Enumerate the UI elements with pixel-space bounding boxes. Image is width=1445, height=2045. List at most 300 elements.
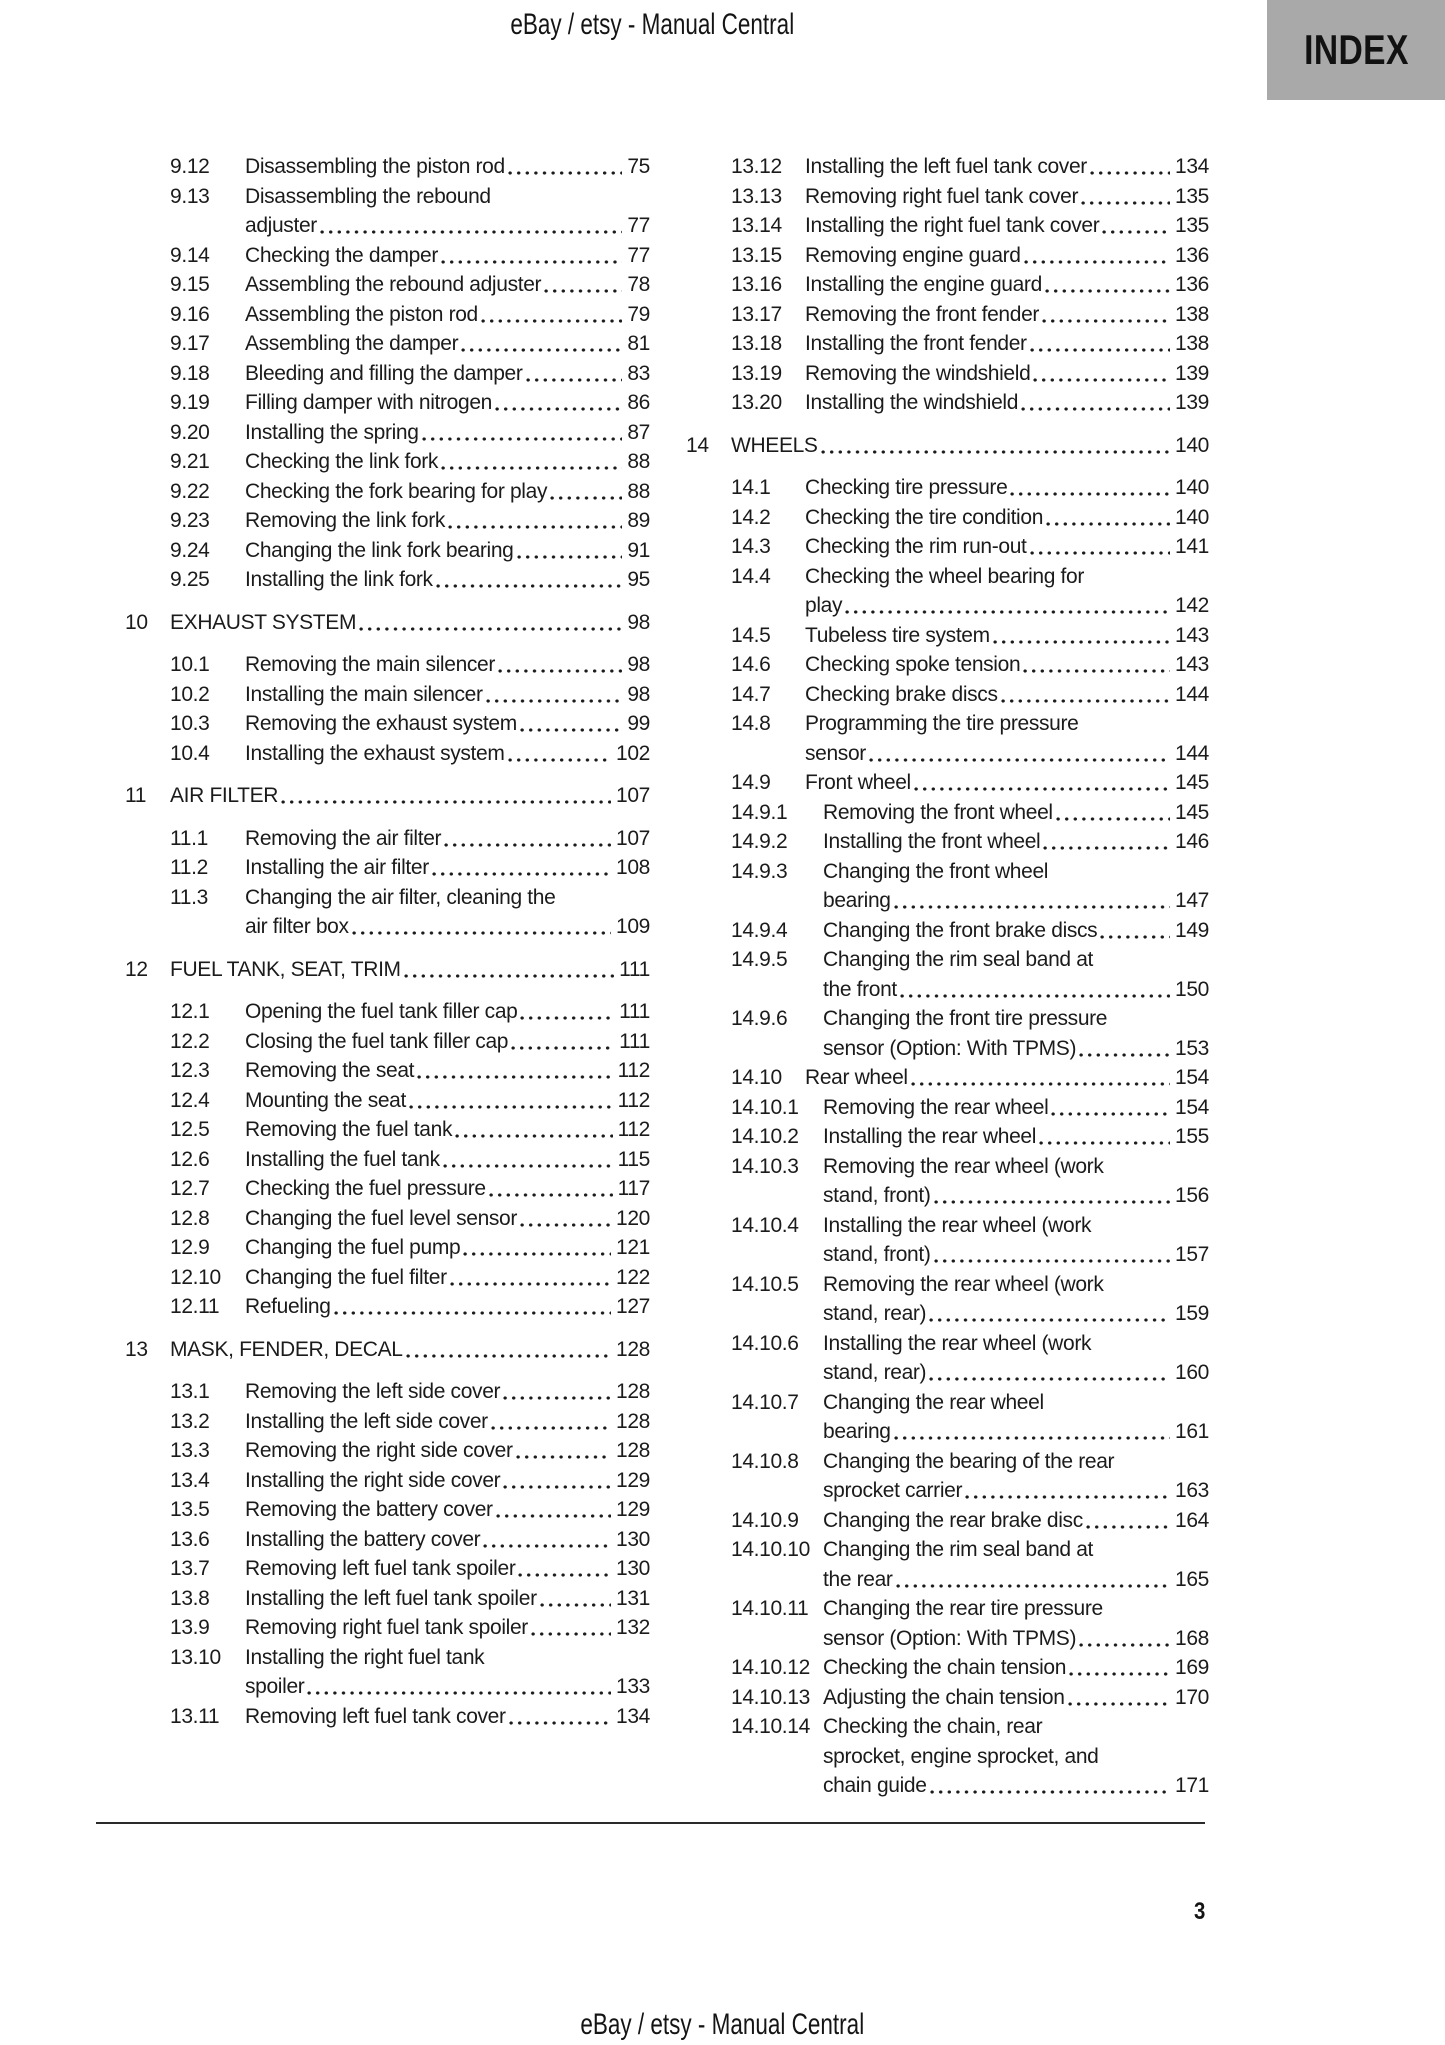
toc-entry-row [125, 565, 650, 595]
page-footer-title-text: eBay / etsy - Manual Central [580, 2008, 865, 2041]
dot-leader [422, 418, 623, 448]
toc-entry-title: Removing left fuel tank spoiler [245, 1557, 516, 1580]
toc-entry-number: 13.4 [170, 1468, 210, 1492]
toc-entry-row [125, 1145, 650, 1175]
dot-leader [352, 912, 611, 942]
toc-entry-number: 13.7 [170, 1557, 210, 1580]
toc-entry-page: 135 [1175, 184, 1209, 208]
toc-entry-title: air filter box [245, 915, 349, 938]
toc-entry-title: Changing the fuel level sensor [245, 1206, 518, 1230]
toc-entry-title: Checking the link fork [245, 450, 439, 473]
toc-entry-number: 12.6 [170, 1147, 210, 1171]
toc-entry-title: Changing the front tire pressure [823, 1007, 1108, 1030]
toc-entry-page: 143 [1175, 653, 1209, 676]
toc-entry-row [686, 709, 1209, 768]
toc-entry-number: 14.6 [731, 653, 771, 676]
dot-leader [509, 1702, 611, 1732]
toc-entry-title: Changing the front brake discs [823, 918, 1098, 942]
toc-section-row [125, 781, 650, 811]
toc-entry-page: 138 [1175, 332, 1209, 355]
toc-entry-page: 170 [1175, 1685, 1209, 1709]
footer-divider-line [96, 1822, 1205, 1824]
toc-entry-title: Installing the main silencer [245, 682, 483, 706]
toc-entry-page: 98 [627, 610, 650, 634]
toc-entry-title: Adjusting the chain tension [823, 1685, 1065, 1709]
toc-entry-number: 13 [125, 1337, 148, 1361]
toc-section-title: FUEL TANK, SEAT, TRIM [170, 957, 401, 981]
toc-entry-number: 11.1 [170, 826, 208, 850]
toc-entry-page: 145 [1175, 771, 1209, 794]
dot-leader [503, 1377, 611, 1407]
toc-entry-title: adjuster [245, 214, 317, 237]
toc-entry-title: Checking brake discs [805, 682, 998, 706]
toc-entry-number: 14.10.10 [731, 1538, 810, 1561]
toc-entry-row [125, 1584, 650, 1614]
toc-entry-number: 13.15 [731, 243, 782, 267]
toc-entry-title: Changing the rear brake disc [823, 1508, 1083, 1532]
toc-entry-number: 14.9.2 [731, 830, 788, 853]
toc-entry-page: 115 [617, 1147, 650, 1171]
toc-entry-page: 87 [627, 420, 650, 444]
dot-leader [503, 1466, 611, 1496]
dot-leader [1056, 798, 1170, 828]
toc-entry-page: 156 [1175, 1184, 1209, 1207]
toc-entry-title: Removing the rear wheel [823, 1095, 1049, 1119]
toc-entry-row [125, 1377, 650, 1407]
toc-entry-page: 155 [1175, 1125, 1209, 1148]
toc-entry-row [125, 1613, 650, 1643]
toc-entry-number: 14.10.2 [731, 1125, 799, 1148]
toc-entry-page: 165 [1175, 1567, 1209, 1591]
toc-entry-page: 139 [1175, 391, 1209, 414]
toc-entry-number: 14.9.3 [731, 859, 788, 883]
toc-entry-number: 14.9.6 [731, 1007, 788, 1030]
dot-leader [821, 431, 1170, 461]
dot-leader [441, 241, 622, 271]
toc-entry-number: 14.9.4 [731, 918, 788, 942]
toc-entry-number: 11.2 [170, 856, 208, 879]
toc-entry-page: 107 [616, 784, 650, 807]
toc-entry-title: spoiler [245, 1675, 305, 1698]
toc-entry-title: stand, front) [823, 1243, 931, 1266]
toc-entry-row [686, 211, 1209, 241]
toc-entry-title: Changing the bearing of the rear [823, 1449, 1115, 1473]
toc-entry-number: 13.5 [170, 1498, 210, 1521]
toc-entry-page: 79 [627, 302, 650, 326]
toc-entry-title: sensor (Option: With TPMS) [823, 1036, 1077, 1060]
toc-entry-row [686, 768, 1209, 798]
toc-entry-number: 14.5 [731, 623, 771, 647]
toc-entry-page: 77 [627, 243, 650, 267]
toc-entry-title: Installing the rear wheel (work [823, 1213, 1092, 1237]
toc-entry-page: 144 [1175, 682, 1209, 706]
dot-leader [508, 739, 612, 769]
toc-entry-title: Removing the exhaust system [245, 712, 517, 735]
toc-section-row [686, 431, 1209, 461]
dot-leader [1024, 241, 1170, 271]
toc-entry-page: 147 [1175, 889, 1209, 912]
toc-entry-page: 131 [616, 1586, 650, 1610]
toc-entry-title: Assembling the piston rod [245, 302, 478, 326]
toc-entry-page: 154 [1175, 1066, 1209, 1089]
toc-entry-number: 9.17 [170, 332, 210, 355]
dot-leader [1030, 329, 1170, 359]
toc-entry-title: Removing the rear wheel (work [823, 1154, 1104, 1178]
toc-entry-number: 14.3 [731, 535, 771, 558]
toc-entry-title: Installing the link fork [245, 568, 433, 591]
dot-leader [486, 680, 623, 710]
toc-entry-title: Removing the air filter [245, 826, 442, 850]
dot-leader [1010, 473, 1170, 503]
toc-entry-row [125, 270, 650, 300]
dot-leader [496, 1495, 611, 1525]
dot-leader [1045, 270, 1170, 300]
toc-entry-page: 111 [619, 1000, 650, 1023]
dot-leader [518, 1554, 611, 1584]
toc-entry-page: 108 [616, 856, 650, 879]
dot-leader [1079, 1624, 1170, 1654]
toc-entry-page: 135 [1175, 214, 1209, 237]
toc-entry-row [125, 1204, 650, 1234]
toc-entry-title: Checking the tire condition [805, 505, 1044, 529]
toc-entry-number: 13.3 [170, 1439, 210, 1462]
toc-section-title: AIR FILTER [170, 784, 279, 807]
toc-entry-row [686, 1653, 1209, 1683]
toc-entry-title: Installing the right fuel tank [245, 1645, 485, 1669]
toc-entry-page: 142 [1175, 594, 1209, 617]
toc-entry-title: Changing the link fork bearing [245, 538, 514, 562]
dot-leader [550, 477, 622, 507]
toc-entry-row [125, 1643, 650, 1702]
toc-entry-row [125, 447, 650, 477]
toc-entry-title: Opening the fuel tank filler cap [245, 1000, 518, 1023]
dot-leader [520, 709, 622, 739]
toc-entry-page: 140 [1175, 476, 1209, 499]
dot-leader [1068, 1683, 1170, 1713]
toc-entry-page: 154 [1175, 1095, 1209, 1119]
toc-entry-row [686, 1211, 1209, 1270]
toc-entry-title: stand, front) [823, 1184, 931, 1207]
toc-column-right [686, 152, 1209, 1801]
toc-entry-number: 14.10.4 [731, 1213, 799, 1237]
toc-entry-row [125, 329, 650, 359]
toc-entry-title: play [805, 594, 843, 617]
dot-leader [517, 536, 623, 566]
toc-entry-number: 13.6 [170, 1527, 210, 1551]
toc-entry-title: Installing the air filter [245, 856, 429, 879]
dot-leader [436, 565, 623, 595]
toc-entry-page: 149 [1175, 918, 1209, 942]
dot-leader [896, 1565, 1170, 1595]
toc-entry-page: 140 [1175, 505, 1209, 529]
dot-leader [929, 1299, 1170, 1329]
toc-entry-title: Installing the right side cover [245, 1468, 501, 1492]
toc-entry-row [125, 388, 650, 418]
toc-section-row [125, 1335, 650, 1365]
toc-entry-row [125, 536, 650, 566]
dot-leader [463, 1233, 611, 1263]
toc-entry-title: Rear wheel [805, 1066, 908, 1089]
toc-entry-title: Front wheel [805, 771, 911, 794]
toc-entry-row [125, 1027, 650, 1057]
toc-entry-title: Removing the right side cover [245, 1439, 513, 1462]
dot-leader [911, 1063, 1170, 1093]
toc-entry-number: 13.1 [170, 1380, 210, 1403]
toc-entry-number: 9.24 [170, 538, 210, 562]
toc-entry-number: 13.10 [170, 1645, 221, 1669]
toc-entry-title: bearing [823, 889, 891, 912]
toc-entry-row [686, 945, 1209, 1004]
toc-entry-page: 146 [1175, 830, 1209, 853]
toc-entry-row [686, 650, 1209, 680]
toc-entry-number: 14.10.9 [731, 1508, 799, 1532]
toc-entry-title: bearing [823, 1420, 891, 1443]
dot-leader [443, 1145, 613, 1175]
toc-entry-number: 14.10.3 [731, 1154, 799, 1178]
dot-leader [1042, 300, 1170, 330]
toc-entry-title: Installing the right fuel tank cover [805, 214, 1100, 237]
toc-entry-title: Disassembling the piston rod [245, 155, 505, 178]
toc-entry-number: 14.10.1 [731, 1095, 799, 1119]
toc-entry-title: Changing the fuel filter [245, 1265, 447, 1289]
toc-entry-page: 145 [1175, 800, 1209, 824]
toc-entry-number: 14.9 [731, 771, 771, 794]
toc-entry-row [125, 1407, 650, 1437]
toc-entry-title: Checking the chain, rear [823, 1715, 1043, 1738]
toc-entry-row [686, 329, 1209, 359]
toc-entry-row [686, 827, 1209, 857]
toc-entry-title: Removing right fuel tank cover [805, 184, 1079, 208]
dot-leader [894, 1417, 1170, 1447]
toc-entry-page: 98 [627, 682, 650, 706]
toc-entry-page: 107 [616, 826, 650, 850]
toc-entry-row [125, 650, 650, 680]
toc-entry-number: 13.17 [731, 302, 782, 326]
page-header-title [0, 8, 1305, 42]
toc-entry-page: 143 [1175, 623, 1209, 647]
toc-entry-page: 132 [616, 1616, 650, 1639]
toc-entry-title: Refueling [245, 1295, 331, 1318]
toc-entry-row [125, 359, 650, 389]
toc-entry-row [686, 1270, 1209, 1329]
toc-entry-title: Checking the fork bearing for play [245, 479, 548, 503]
toc-entry-number: 9.18 [170, 361, 210, 385]
toc-entry-page: 164 [1175, 1508, 1209, 1532]
toc-entry-number: 9.13 [170, 184, 210, 208]
index-tab-label: INDEX [1303, 26, 1409, 73]
toc-entry-number: 10.3 [170, 712, 210, 735]
toc-entry-title: Installing the spring [245, 420, 419, 444]
toc-entry-row [686, 1093, 1209, 1123]
toc-entry-page: 111 [619, 957, 650, 981]
dot-leader [1100, 916, 1170, 946]
toc-entry-row [125, 1233, 650, 1263]
index-tab [1267, 0, 1445, 100]
toc-entry-number: 12.5 [170, 1118, 210, 1141]
toc-entry-title: Changing the fuel pump [245, 1236, 461, 1259]
dot-leader [1039, 1122, 1170, 1152]
toc-entry-row [686, 1712, 1209, 1801]
dot-leader [450, 1263, 611, 1293]
toc-entry-title: the rear [823, 1567, 893, 1591]
toc-entry-title: Installing the left side cover [245, 1409, 488, 1433]
toc-entry-title: Installing the exhaust system [245, 741, 505, 765]
toc-entry-number: 14.1 [731, 476, 771, 499]
toc-entry-page: 89 [627, 509, 650, 532]
toc-entry-page: 136 [1175, 243, 1209, 267]
dot-leader [1030, 532, 1170, 562]
toc-entry-title: Checking spoke tension [805, 653, 1021, 676]
toc-entry-page: 102 [616, 741, 650, 765]
toc-entry-title: Removing the main silencer [245, 653, 496, 676]
dot-leader [845, 591, 1170, 621]
toc-entry-page: 128 [616, 1337, 650, 1361]
toc-entry-row [686, 503, 1209, 533]
toc-entry-row [686, 300, 1209, 330]
toc-entry-number: 13.12 [731, 155, 782, 178]
dot-leader [869, 739, 1170, 769]
toc-entry-row [125, 1702, 650, 1732]
toc-entry-title: Disassembling the rebound [245, 184, 491, 208]
toc-entry-title: Removing the windshield [805, 361, 1031, 385]
toc-entry-page: 129 [616, 1468, 650, 1492]
toc-entry-page: 112 [617, 1088, 650, 1112]
toc-entry-title: Checking the wheel bearing for [805, 564, 1085, 588]
toc-entry-title: Assembling the damper [245, 332, 459, 355]
toc-entry-row [125, 1115, 650, 1145]
dot-leader [900, 975, 1170, 1005]
toc-entry-title: Removing the left side cover [245, 1380, 501, 1403]
toc-entry-number: 13.2 [170, 1409, 210, 1433]
toc-entry-number: 12.8 [170, 1206, 210, 1230]
toc-entry-number: 10 [125, 610, 148, 634]
dot-leader [965, 1476, 1170, 1506]
dot-leader [1051, 1093, 1170, 1123]
toc-entry-row [686, 857, 1209, 916]
toc-entry-number: 14.10.11 [731, 1597, 809, 1620]
toc-entry-number: 14.10 [731, 1066, 782, 1089]
dot-leader [441, 447, 622, 477]
toc-section-row [125, 955, 650, 985]
toc-entry-number: 9.14 [170, 243, 210, 267]
toc-entry-title: Assembling the rebound adjuster [245, 273, 542, 296]
toc-entry-row [686, 562, 1209, 621]
dot-leader [1086, 1506, 1170, 1536]
toc-column-left [125, 152, 650, 1731]
toc-entry-title: stand, rear) [823, 1361, 927, 1384]
dot-leader [1081, 182, 1170, 212]
toc-entry-number: 14.7 [731, 682, 771, 706]
dot-leader [508, 152, 622, 182]
toc-entry-row [125, 680, 650, 710]
dot-leader [1046, 503, 1170, 533]
toc-entry-title: Bleeding and filling the damper [245, 361, 523, 385]
toc-entry-number: 9.15 [170, 273, 210, 296]
toc-entry-number: 13.14 [731, 214, 782, 237]
dot-leader [520, 997, 614, 1027]
toc-entry-page: 95 [627, 568, 650, 591]
toc-entry-number: 10.2 [170, 682, 210, 706]
toc-entry-page: 98 [627, 653, 650, 676]
toc-entry-number: 11 [125, 784, 147, 807]
toc-entry-number: 13.11 [170, 1704, 220, 1728]
dot-leader [516, 1436, 611, 1466]
toc-entry-row [686, 1535, 1209, 1594]
toc-entry-page: 121 [616, 1236, 650, 1259]
toc-entry-title: Installing the rear wheel [823, 1125, 1037, 1148]
toc-entry-number: 14.4 [731, 564, 771, 588]
toc-entry-title: Checking the fuel pressure [245, 1177, 486, 1200]
dot-leader [495, 388, 622, 418]
dot-leader [1090, 152, 1170, 182]
toc-entry-title: Checking the chain tension [823, 1656, 1067, 1679]
toc-entry-row [686, 388, 1209, 418]
toc-entry-page: 78 [627, 273, 650, 296]
toc-entry-number: 14.10.6 [731, 1331, 799, 1355]
toc-entry-title: Removing the link fork [245, 509, 446, 532]
toc-entry-row [125, 1495, 650, 1525]
dot-leader [281, 781, 611, 811]
dot-leader [1079, 1034, 1170, 1064]
toc-entry-row [686, 1004, 1209, 1063]
toc-entry-title: Installing the fuel tank [245, 1147, 440, 1171]
toc-entry-page: 99 [627, 712, 650, 735]
toc-entry-title: Installing the front fender [805, 332, 1027, 355]
dot-leader [544, 270, 622, 300]
toc-entry-number: 13.13 [731, 184, 782, 208]
toc-entry-page: 171 [1175, 1774, 1209, 1797]
toc-entry-page: 163 [1175, 1479, 1209, 1502]
dot-leader [511, 1027, 614, 1057]
toc-entry-title: chain guide [823, 1774, 927, 1797]
dot-leader [334, 1292, 611, 1322]
dot-leader [1001, 680, 1170, 710]
page-number-text: 3 [1193, 1898, 1205, 1925]
toc-entry-number: 14.10.8 [731, 1449, 799, 1473]
toc-entry-page: 144 [1175, 741, 1209, 765]
toc-entry-row [125, 182, 650, 241]
dot-leader [1023, 650, 1170, 680]
toc-entry-number: 14.2 [731, 505, 771, 529]
toc-entry-row [686, 152, 1209, 182]
toc-entry-row [686, 1594, 1209, 1653]
toc-entry-page: 127 [616, 1295, 650, 1318]
toc-entry-row [686, 182, 1209, 212]
dot-leader [448, 506, 622, 536]
toc-entry-row [686, 270, 1209, 300]
toc-entry-row [125, 997, 650, 1027]
toc-entry-title: sprocket, engine sprocket, and [823, 1744, 1099, 1768]
toc-entry-page: 138 [1175, 302, 1209, 326]
page-footer-title [0, 2008, 1445, 2042]
toc-entry-number: 12 [125, 957, 148, 981]
toc-entry-title: Removing engine guard [805, 243, 1021, 267]
toc-entry-number: 12.3 [170, 1059, 210, 1082]
dot-leader [894, 886, 1170, 916]
toc-entry-number: 14.8 [731, 712, 771, 735]
toc-entry-title: Closing the fuel tank filler cap [245, 1029, 509, 1053]
toc-entry-title: stand, rear) [823, 1302, 927, 1325]
dot-leader [432, 853, 611, 883]
toc-entry-row [686, 798, 1209, 828]
toc-entry-page: 134 [1175, 155, 1209, 178]
toc-entry-row [125, 1263, 650, 1293]
toc-entry-number: 12.10 [170, 1265, 221, 1289]
toc-section-title: WHEELS [731, 433, 818, 457]
dot-leader [520, 1204, 611, 1234]
toc-entry-title: Programming the tire pressure [805, 712, 1079, 735]
toc-entry-page: 150 [1175, 977, 1209, 1001]
